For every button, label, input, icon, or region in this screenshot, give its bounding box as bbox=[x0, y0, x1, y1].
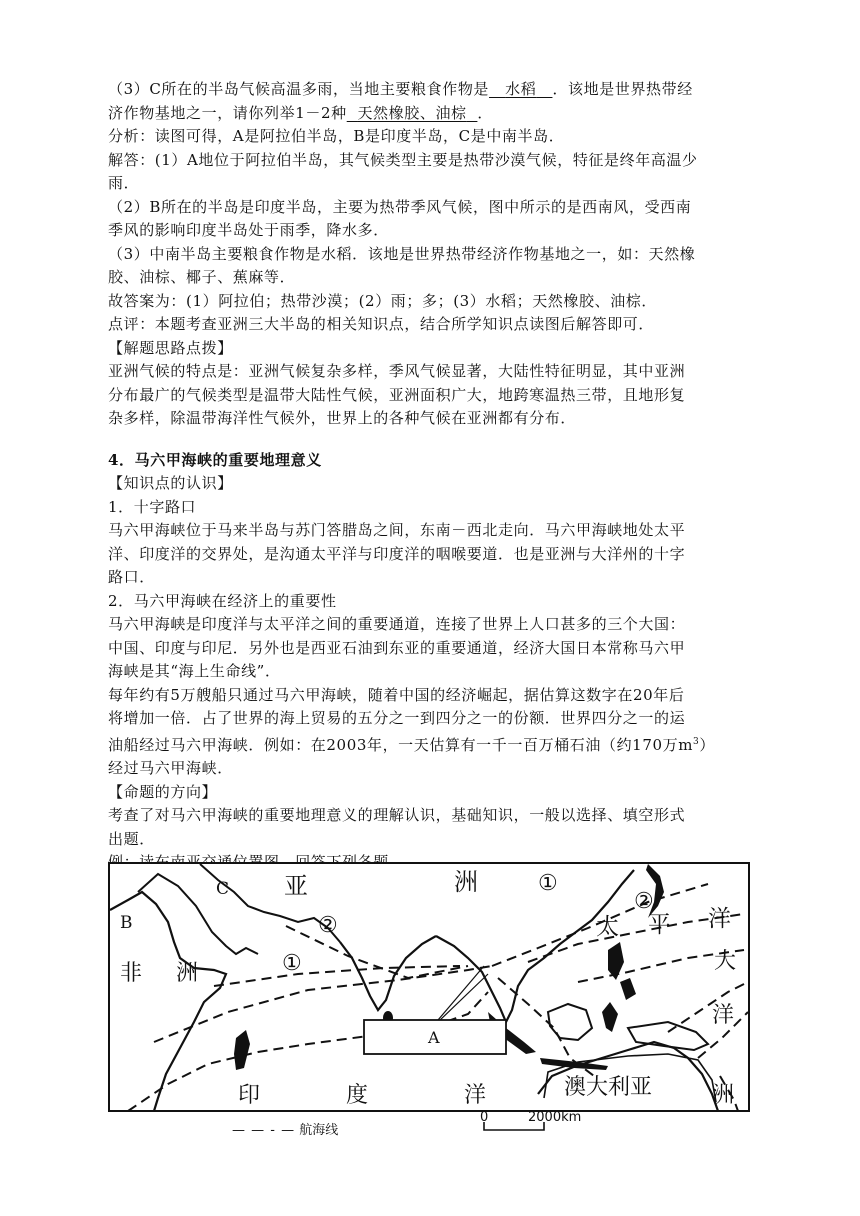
map-label-zhou2: 洲 bbox=[176, 961, 199, 986]
map-label-ya: 亚 bbox=[284, 872, 308, 900]
solution-line: 胶、油棕、椰子、蕉麻等． bbox=[108, 268, 296, 286]
map-label-zhou1: 洲 bbox=[454, 868, 478, 896]
section-line: 路口． bbox=[108, 568, 155, 586]
section-line: 1．十字路口 bbox=[108, 497, 197, 516]
map-label-b: B bbox=[120, 913, 133, 933]
q3-text: （3）C所在的半岛气候高温多雨，当地主要粮食作物是 bbox=[108, 80, 490, 98]
section-line: 中国、印度与印尼．另外也是西亚石油到东亚的重要通道，经济大国日本常称马六甲 bbox=[108, 638, 686, 657]
section-line: 考查了对马六甲海峡的重要地理意义的理解认识，基础知识，一般以选择、填空形式 bbox=[108, 806, 686, 824]
solution-line: 解答：(1）A地位于阿拉伯半岛，其气候类型主要是热带沙漠气候，特征是终年高温少 bbox=[108, 150, 698, 169]
document-body bbox=[108, 78, 758, 875]
text-line bbox=[108, 102, 758, 126]
map-label-fei: 非 bbox=[120, 961, 143, 986]
map-label-ping: 平 bbox=[648, 912, 671, 938]
map-label-australia: 澳大利亚 bbox=[564, 1075, 653, 1100]
section-line: 将增加一倍．占了世界的海上贸易的五分之一到四分之一的份额．世界四分之一的运 bbox=[108, 709, 686, 727]
route-marker-1-india: ① bbox=[282, 951, 302, 976]
section-line: 洋、印度洋的交界处，是沟通太平洋与印度洋的咽喉要道．也是亚洲与大洋州的十字 bbox=[108, 544, 686, 563]
analysis-line: 分析：读图可得，A是阿拉伯半岛，B是印度半岛，C是中南半岛． bbox=[108, 127, 565, 145]
tips-line: 分布最广的气候类型是温带大陆性气候，亚洲面积广大，地跨寒温热三带，且地形复 bbox=[108, 385, 686, 404]
section-line: 每年约有5万艘船只通过马六甲海峡，随着中国的经济崛起，据估算这数字在20年后 bbox=[108, 685, 685, 704]
tips-line: 亚洲气候的特点是：亚洲气候复杂多样，季风气候显著，大陆性特征明显，其中亚洲 bbox=[108, 362, 686, 380]
solution-line: （3）中南半岛主要粮食作物是水稻．该地是世界热带经济作物基地之一，如：天然橡 bbox=[108, 244, 696, 263]
answer-blank-2: 天然橡胶、油棕 bbox=[357, 103, 467, 122]
scale-zero: 0 bbox=[480, 1110, 489, 1125]
map-label-da: 大 bbox=[714, 949, 737, 974]
answer-blank-1: 水稻 bbox=[505, 80, 537, 98]
section-line: 经过马六甲海峡． bbox=[108, 759, 233, 777]
comment-line: 点评：本题考查亚洲三大半岛的相关知识点，结合所学知识点读图后解答即可． bbox=[108, 315, 655, 333]
map-label-tai: 太 bbox=[596, 914, 619, 940]
tips-line: 杂多样，除温带海洋性气候外，世界上的各种气候在亚洲都有分布． bbox=[108, 409, 577, 427]
legend-dash-icon: — — - — bbox=[232, 1123, 296, 1138]
route-marker-1-pacific: ① bbox=[538, 871, 558, 896]
q3-text-after: ．该地是世界热带经 bbox=[552, 80, 693, 98]
section-line: 【知识点的认识】 bbox=[108, 474, 233, 492]
map-label-c: C bbox=[216, 879, 230, 899]
section-line: 2．马六甲海峡在经济上的重要性 bbox=[108, 591, 337, 610]
q3-text-2: 济作物基地之一，请你列举1－2种 bbox=[108, 103, 347, 122]
section-line: 马六甲海峡是印度洋与太平洋之间的重要通道，连接了世界上人口甚多的三个大国： bbox=[108, 615, 686, 633]
answer-line: 故答案为：(1）阿拉伯；热带沙漠；(2）雨；多；(3）水稻；天然橡胶、油棕． bbox=[108, 291, 657, 310]
tips-heading: 【解题思路点拨】 bbox=[108, 338, 233, 357]
map-label-zhou3: 洲 bbox=[712, 1083, 735, 1108]
map-label-yang1: 洋 bbox=[708, 906, 731, 932]
q3-text-end: ． bbox=[477, 103, 494, 122]
solution-line: （2）B所在的半岛是印度半岛，主要为热带季风气候，图中所示的是西南风，受西南 bbox=[108, 197, 692, 216]
map-legend bbox=[232, 1119, 338, 1138]
section-line: 海峡是其“海上生命线”． bbox=[108, 662, 281, 680]
map-label-a: A bbox=[428, 1028, 440, 1047]
section-line: 出题． bbox=[108, 829, 155, 848]
map-label-yang2: 洋 bbox=[712, 1003, 735, 1028]
section-line: 油船经过马六甲海峡．例如：在2003年，一天估算有一千一百万桶石油（约170万$m^3$） bbox=[108, 735, 715, 754]
solution-line: 雨． bbox=[108, 174, 140, 192]
close-paren: ） bbox=[699, 735, 715, 754]
section-title: 4．马六甲海峡的重要地理意义 bbox=[108, 450, 322, 469]
map-label-yin: 印 bbox=[238, 1083, 261, 1108]
map-label-du: 度 bbox=[346, 1083, 369, 1108]
map-label-yang3: 洋 bbox=[464, 1083, 487, 1108]
text-line bbox=[108, 78, 758, 102]
superscript: 3 bbox=[693, 736, 700, 747]
section-line: 马六甲海峡位于马来半岛与苏门答腊岛之间，东南－西北走向．马六甲海峡地处太平 bbox=[108, 521, 686, 539]
route-marker-2-pacific: ② bbox=[634, 889, 654, 914]
section-line: 【命题的方向】 bbox=[108, 782, 218, 801]
scale-label: 2000km bbox=[528, 1110, 582, 1125]
map-scale bbox=[478, 1110, 608, 1140]
route-marker-2-india: ② bbox=[318, 913, 338, 938]
legend-label: 航海线 bbox=[299, 1123, 339, 1138]
solution-line: 季风的影响印度半岛处于雨季，降水多． bbox=[108, 221, 389, 239]
sea-route-map bbox=[108, 862, 750, 1112]
